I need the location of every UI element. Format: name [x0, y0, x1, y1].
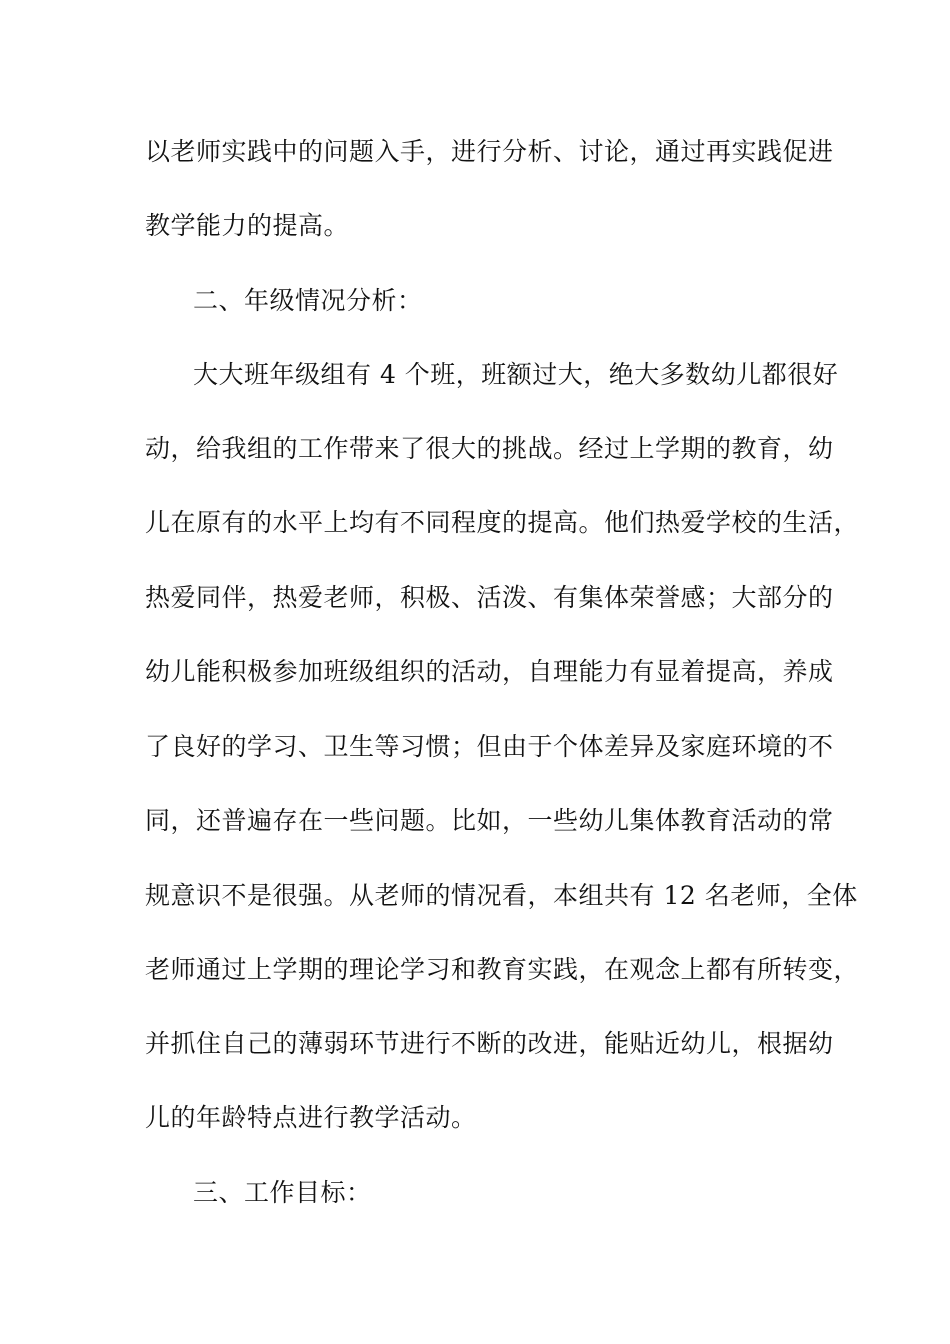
- section-heading-work-goals: 三、工作目标：: [193, 1178, 372, 1207]
- text-line: 以老师实践中的问题入手，进行分析、讨论，通过再实践促进: [145, 137, 834, 166]
- text-line: 动，给我组的工作带来了很大的挑战。经过上学期的教育，幼: [145, 434, 834, 463]
- text-line: 儿的年龄特点进行教学活动。: [145, 1103, 477, 1132]
- section-heading-grade-analysis: 二、年级情况分析：: [193, 286, 423, 315]
- text-line: 了良好的学习、卫生等习惯；但由于个体差异及家庭环境的不: [145, 732, 834, 761]
- text-line: 大大班年级组有 4 个班，班额过大，绝大多数幼儿都很好: [193, 360, 839, 389]
- text-line: 热爱同伴，热爱老师，积极、活泼、有集体荣誉感；大部分的: [145, 583, 834, 612]
- text-line: 儿在原有的水平上均有不同程度的提高。他们热爱学校的生活，: [145, 508, 860, 537]
- text-line: 老师通过上学期的理论学习和教育实践，在观念上都有所转变，: [145, 955, 860, 984]
- text-line: 幼儿能积极参加班级组织的活动，自理能力有显着提高，养成: [145, 657, 834, 686]
- text-line: 教学能力的提高。: [145, 211, 350, 240]
- text-line: 同，还普遍存在一些问题。比如，一些幼儿集体教育活动的常: [145, 806, 834, 835]
- text-line: 规意识不是很强。从老师的情况看，本组共有 12 名老师，全体: [145, 881, 858, 910]
- text-line: 并抓住自己的薄弱环节进行不断的改进，能贴近幼儿，根据幼: [145, 1029, 834, 1058]
